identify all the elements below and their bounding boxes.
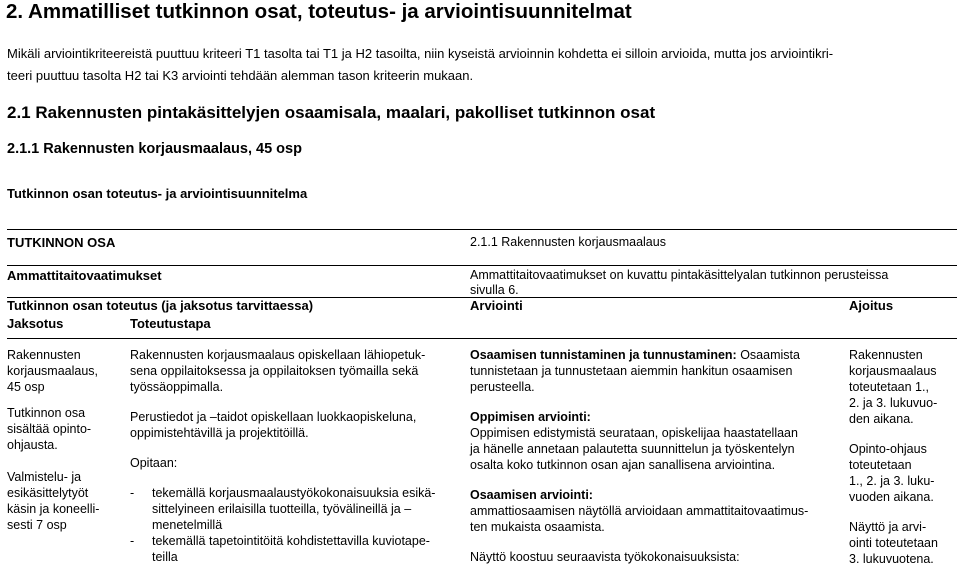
intro-line: teeri puuttuu tasolta H2 tai K3 arviointi tehdään alemman tason kriteerin mukaan. [7, 68, 474, 83]
table-rule-top [7, 229, 957, 230]
intro-line: Mikäli arviointikriteereistä puuttuu kriteeri T1 tasolta tai T1 ja H2 tasoilta, niin kyseistä arvioinnin kohdetta ei silloin arvioida, mutta jos arviointikri- [7, 46, 834, 61]
evaluation-cell [470, 347, 808, 565]
schedule-line: Opinto-ohjaus [849, 442, 927, 456]
schedule-line: vuoden aikana. [849, 490, 934, 504]
method-cell [130, 347, 435, 565]
requirements-line: sivulla 6. [470, 283, 519, 297]
evaluation-line: ammattiosaamisen näytöllä arvioidaan ammattitaitovaatimus- [470, 504, 809, 518]
method-line: Perustiedot ja –taidot opiskellaan luokkaopiskeluna, [130, 410, 417, 424]
bullet-line: menetelmillä [152, 518, 223, 532]
method-line: oppimistehtävillä ja projektitöillä. [130, 426, 309, 440]
implementation-label: Tutkinnon osan toteutus (ja jaksotus tarvittaessa) [7, 298, 314, 313]
period-line: esikäsittelytyöt [7, 486, 89, 500]
period-line: Rakennusten [7, 348, 81, 362]
schedule-line: 1., 2. ja 3. luku- [849, 474, 935, 488]
period-line: käsin ja koneelli- [7, 502, 100, 516]
schedule-line: ointi toteutetaan [849, 536, 938, 550]
evaluation-line: Osaamisen tunnistaminen ja tunnustaminen: Osaamista [470, 348, 800, 362]
requirements-line: Ammattitaitovaatimukset on kuvattu pintakäsittelyalan tutkinnon perusteissa [470, 268, 889, 282]
method-label: Toteutustapa [130, 316, 211, 331]
evaluation-subtitle: Oppimisen arviointi: [470, 410, 591, 424]
method-line: Rakennusten korjausmaalaus opiskellaan lähiopetuk- [130, 348, 426, 362]
bullet-item: - tekemällä korjausmaalaustyökokonaisuuksia esikä- [130, 486, 436, 500]
subsection-title: 2.1.1 Rakennusten korjausmaalaus, 45 osp [7, 141, 302, 157]
requirements-value [470, 268, 888, 298]
period-line: sesti 7 osp [7, 518, 67, 532]
schedule-line: korjausmaalaus [849, 364, 937, 378]
schedule-line: 3. lukuvuotena. [849, 552, 934, 566]
page-title: 2. Ammatilliset tutkinnon osat, toteutus- ja arviointisuunnitelmat [6, 0, 632, 23]
evaluation-line: perusteella. [470, 380, 535, 394]
period-label: Jaksotus [7, 316, 64, 331]
evaluation-label: Arviointi [470, 298, 523, 313]
evaluation-line: Näyttö koostuu seuraavista työkokonaisuuksista: [470, 550, 740, 564]
schedule-line: Näyttö ja arvi- [849, 520, 927, 534]
period-line: Tutkinnon osa [7, 406, 86, 420]
evaluation-line: tunnistetaan ja tunnustetaan aiemmin hankitun osaamisen [470, 364, 793, 378]
period-line: sisältää opinto- [7, 422, 92, 436]
evaluation-line: ja hänelle annetaan palautetta suunnittelun ja työskentelyn [470, 442, 795, 456]
evaluation-subtitle: Osaamisen arviointi: [470, 488, 593, 502]
table-rule [7, 265, 957, 266]
tutkinnon-osa-label: TUTKINNON OSA [7, 235, 116, 250]
schedule-line: toteutetaan [849, 458, 912, 472]
table-rule [7, 338, 957, 339]
method-line: työssäoppimalla. [130, 380, 224, 394]
bullet-item: - tekemällä tapetointitöitä kohdistettavilla kuviotape- [130, 534, 430, 548]
bullet-dash: - [130, 534, 135, 548]
period-line: ohjausta. [7, 438, 58, 452]
period-line: korjausmaalaus, [7, 364, 99, 378]
bullet-line: teilla [152, 550, 178, 564]
bullet-dash: - [130, 486, 135, 500]
method-line: Opitaan: [130, 456, 178, 470]
period-cell [7, 347, 99, 533]
method-line: sena oppilaitoksessa ja oppilaitoksen työmailla sekä [130, 364, 419, 378]
evaluation-line: ten mukaista osaamista. [470, 520, 605, 534]
section-title: 2.1 Rakennusten pintakäsittelyjen osaamisala, maalari, pakolliset tutkinnon osat [7, 103, 656, 122]
tutkinnon-osa-value: 2.1.1 Rakennusten korjausmaalaus [470, 235, 666, 249]
evaluation-line: Oppimisen edistymistä seurataan, opiskelijaa haastatellaan [470, 426, 798, 440]
intro-paragraph [7, 43, 833, 87]
period-line: Valmistelu- ja [7, 470, 82, 484]
schedule-line: den aikana. [849, 412, 914, 426]
plan-title: Tutkinnon osan toteutus- ja arviointisuunnitelma [7, 186, 308, 201]
schedule-line: 2. ja 3. lukuvuo- [849, 396, 938, 410]
period-line: 45 osp [7, 380, 45, 394]
requirements-label: Ammattitaitovaatimukset [7, 268, 162, 283]
schedule-label: Ajoitus [849, 298, 894, 313]
schedule-line: toteutetaan 1., [849, 380, 929, 394]
evaluation-line: osalta koko tutkinnon osan ajan sanallisena arviointina. [470, 458, 776, 472]
schedule-line: Rakennusten [849, 348, 923, 362]
bullet-line: sittelyineen erilaisilla tuotteilla, työvälineillä ja – [152, 502, 412, 516]
schedule-cell [849, 347, 938, 567]
